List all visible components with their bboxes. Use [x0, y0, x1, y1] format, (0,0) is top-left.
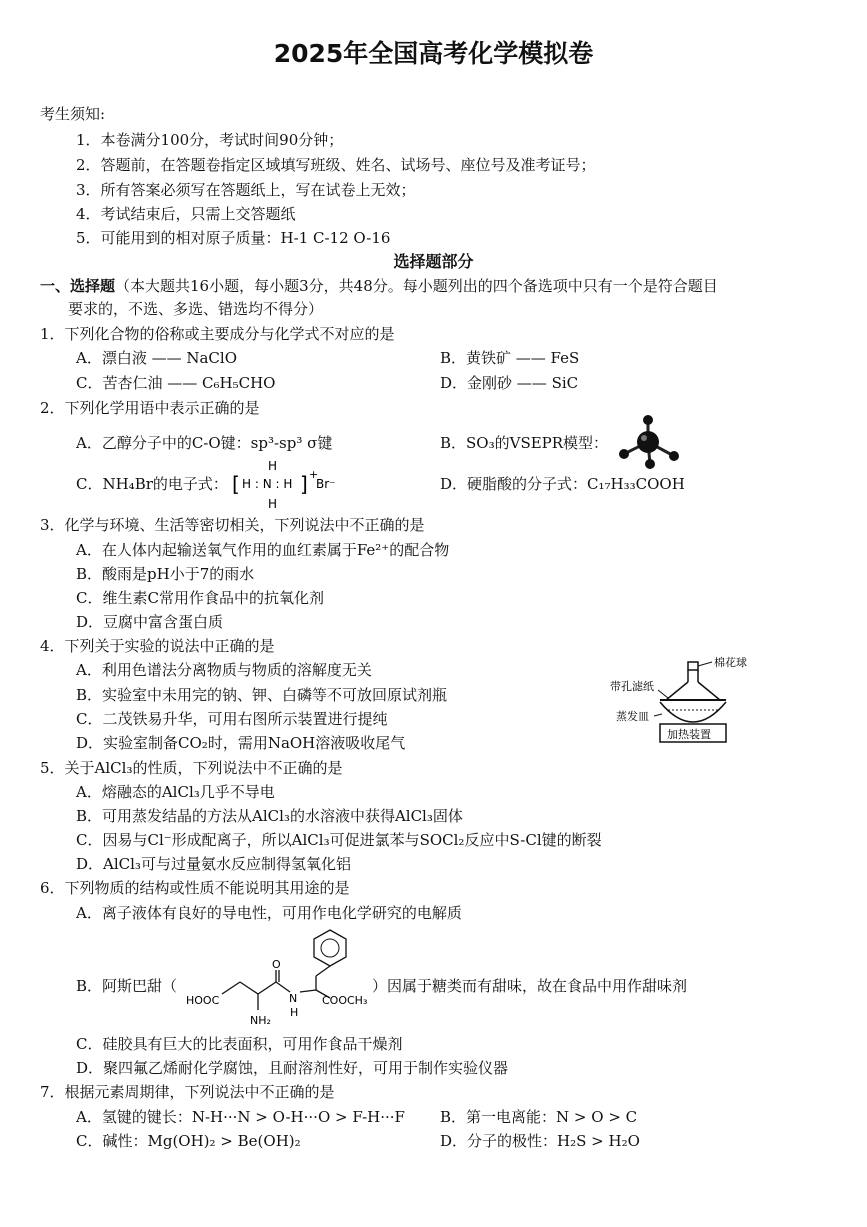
notice-heading: 考生须知:	[40, 105, 106, 123]
so3-model-figure	[612, 414, 684, 470]
option-a: A．氢键的键长：N-H···N > O-H···O > F-H···F	[76, 1108, 405, 1126]
label-filter-paper: 带孔滤纸	[610, 680, 654, 693]
option-a: A．利用色谱法分离物质与物质的溶解度无关	[76, 661, 372, 679]
option-c: C．硅胶具有巨大的比表面积，可用作食品干燥剂	[76, 1035, 403, 1053]
formula-h-bottom: H	[268, 497, 278, 511]
question-stem: 6．下列物质的结构或性质不能说明其用途的是	[40, 879, 350, 897]
notice-item: 4．考试结束后，只需上交答题纸	[76, 205, 296, 223]
option-b-prefix: B．阿斯巴甜（	[76, 977, 178, 995]
svg-text:]: ]	[300, 472, 308, 496]
question-stem: 3．化学与环境、生活等密切相关，下列说法中不正确的是	[40, 516, 425, 534]
option-a: A．熔融态的AlCl₃几乎不导电	[76, 783, 275, 801]
option-a: A．离子液体有良好的导电性，可用作电化学研究的电解质	[76, 904, 462, 922]
question-stem: 4．下列关于实验的说法中正确的是	[40, 637, 275, 655]
group-nh2: NH₂	[250, 1014, 271, 1027]
option-b: B．酸雨是pH小于7的雨水	[76, 565, 255, 583]
atom-o: O	[272, 958, 281, 971]
label-heating-device: 加热装置	[667, 728, 711, 741]
notice-item: 1．本卷满分100分，考试时间90分钟；	[76, 131, 344, 149]
option-d: D．AlCl₃可与过量氨水反应制得氢氧化铝	[76, 855, 351, 873]
svg-text:[: [	[232, 472, 240, 496]
aspartame-structure	[182, 924, 378, 1034]
option-d: D．硬脂酸的分子式：C₁₇H₃₃COOH	[440, 475, 685, 493]
option-b-suffix: ）因属于糖类而有甜味，故在食品中用作甜味剂	[372, 977, 688, 995]
option-d: D．分子的极性：H₂S > H₂O	[440, 1132, 640, 1150]
formula-h-top: H	[268, 459, 278, 473]
option-c: C．因易与Cl⁻形成配离子，所以AlCl₃可促进氯苯与SOCl₂反应中S-Cl键的断裂	[76, 831, 602, 849]
group-cooch3: COOCH₃	[322, 994, 368, 1007]
option-d: D．聚四氟乙烯耐化学腐蚀，且耐溶剂性好，可用于制作实验仪器	[76, 1059, 509, 1077]
formula-charge: +	[309, 468, 319, 481]
notice-item: 2．答题前，在答题卷指定区域填写班级、姓名、试场号、座位号及准考证号；	[76, 156, 596, 174]
notice-item: 5．可能用到的相对原子质量：H-1 C-12 O-16	[76, 229, 391, 247]
label-cotton: 棉花球	[714, 656, 747, 669]
question-stem: 7．根据元素周期律，下列说法中不正确的是	[40, 1083, 335, 1101]
option-c: C．维生素C常用作食品中的抗氧化剂	[76, 589, 324, 607]
option-b: B．第一电离能：N > O > C	[440, 1108, 638, 1126]
option-a: A．在人体内起输送氧气作用的血红素属于Fe²⁺的配合物	[76, 541, 450, 559]
group-hooc: HOOC	[186, 994, 220, 1007]
option-b: B．SO₃的VSEPR模型：	[440, 434, 609, 452]
question-stem: 5．关于AlCl₃的性质，下列说法中不正确的是	[40, 759, 343, 777]
option-b: B．实验室中未用完的钠、钾、白磷等不可放回原试剂瓶	[76, 686, 448, 704]
option-d: D．实验室制备CO₂时，需用NaOH溶液吸收尾气	[76, 734, 406, 752]
formula-br: Br⁻	[316, 477, 336, 491]
part-desc: （本大题共16小题，每小题3分，共48分。每小题列出的四个备选项中只有一个是符合题目	[115, 277, 718, 295]
part-desc-cont: 要求的，不选、多选、错选均不得分）	[68, 300, 324, 318]
option-a: A．乙醇分子中的C-O键：sp³-sp³ σ键	[76, 434, 333, 452]
option-c: C．碱性：Mg(OH)₂ > Be(OH)₂	[76, 1132, 301, 1150]
option-d: D．金刚砂 —— SiC	[440, 374, 579, 392]
nh4br-electron-formula	[226, 456, 346, 512]
sublimation-apparatus-figure	[608, 652, 768, 748]
option-c: C．苦杏仁油 —— C₆H₅CHO	[76, 374, 276, 392]
option-c: C．NH₄Br的电子式：	[76, 475, 228, 493]
page-title: 2025年全国高考化学模拟卷	[273, 39, 594, 68]
section-title: 选择题部分	[393, 252, 474, 271]
part-header	[40, 276, 718, 296]
question-stem: 1．下列化合物的俗称或主要成分与化学式不对应的是	[40, 325, 395, 343]
atom-n: N	[289, 992, 298, 1005]
option-a: A．漂白液 —— NaClO	[76, 349, 238, 367]
notice-item: 3．所有答案必须写在答题纸上，写在试卷上无效；	[76, 181, 416, 199]
formula-mid: H : N : H	[242, 477, 293, 491]
option-c: C．二茂铁易升华，可用右图所示装置进行提纯	[76, 710, 388, 728]
question-stem: 2．下列化学用语中表示正确的是	[40, 399, 260, 417]
part-label: 一、选择题	[40, 277, 116, 295]
atom-h: H	[290, 1006, 299, 1019]
label-evaporating-dish: 蒸发皿	[616, 710, 649, 723]
option-b: B．可用蒸发结晶的方法从AlCl₃的水溶液中获得AlCl₃固体	[76, 807, 463, 825]
option-b: B．黄铁矿 —— FeS	[440, 349, 580, 367]
option-d: D．豆腐中富含蛋白质	[76, 613, 224, 631]
